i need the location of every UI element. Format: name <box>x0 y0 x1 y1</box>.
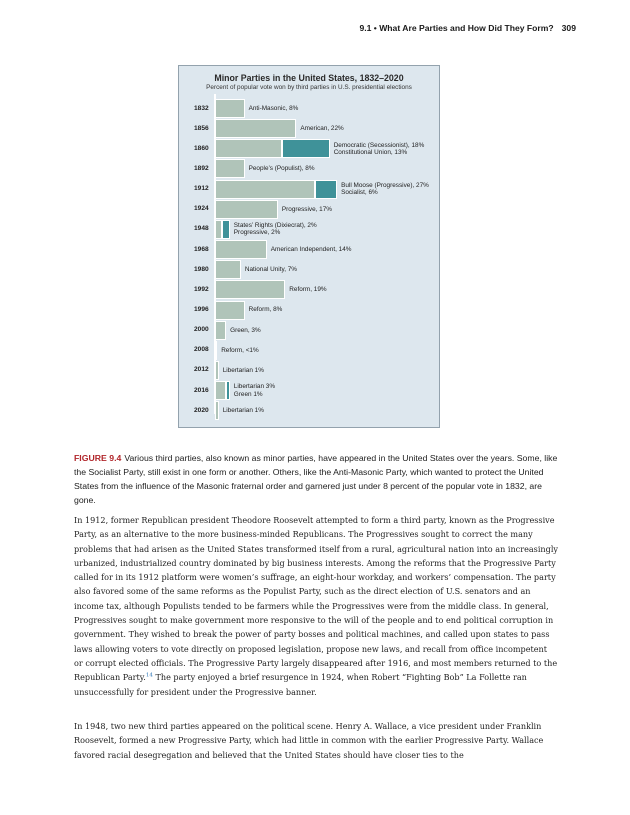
bar-label-1832: Anti-Masonic, 8% <box>248 104 299 112</box>
bar-label-1980: National Unity, 7% <box>244 266 297 274</box>
bar-2000-1 <box>215 321 226 340</box>
paragraph-1-text: In 1912, former Republican president Theodore Roosevelt attempted to form a third party, known as the Progressive Party, as an alternative to the more business-minded Republicans. The Progressives sought to correct the many problems that had arisen as the United States transformed itself from a rural, agricultural nation into an increasingly urbanized, industrialized country dominated by big business interests. Among the reforms that the Progressive Party called for in its 1912 platform were women’s suffrage, an eight-hour workday, and workers’ compensation. The party also favored some of the same reforms as the Populist Party, such as the direct election of U.S. senators and an income tax, although Populists tended to be farmers while the Progressives were from the middle class. In general, Progressives sought to make government more responsive to the will of the people and to end political corruption in government. They wished to break the power of party bosses and political machines, and called upon states to pass laws allowing voters to vote directly on proposed legislation, propose new laws, and recall from office incompetent or corrupt elected officials. The Progressive Party largely disappeared after 1916, and most members returned to the Republican Party. <box>74 515 558 683</box>
figure-label: FIGURE 9.4 <box>74 453 122 463</box>
paragraph-2-text: In 1948, two new third parties appeared on the political scene. Henry A. Wallace, a vice president under Franklin Roosevelt, formed a new Progressive Party, which had little in common with the earlier Progressive Party. Wallace favored racial desegregation and believed that the United States should have closer ties to the <box>74 721 544 760</box>
year-label-2020: 2020 <box>194 406 209 414</box>
year-label-2016: 2016 <box>194 386 209 394</box>
bar-1856-1 <box>215 119 296 138</box>
running-head <box>359 23 576 33</box>
bar-label-1892: People’s (Populist), 8% <box>248 165 315 173</box>
bar-label-1856: American, 22% <box>300 125 344 133</box>
bar-label-1912: Bull Moose (Progressive), 27% Socialist, 6% <box>341 181 429 197</box>
year-label-1832: 1832 <box>194 104 209 112</box>
bar-label-1948: States’ Rights (Dixiecrat), 2% Progressive, 2% <box>233 222 317 237</box>
year-label-2012: 2012 <box>194 366 209 374</box>
bar-1912-1 <box>215 180 315 199</box>
year-label-2000: 2000 <box>194 326 209 334</box>
figure-caption <box>74 451 558 507</box>
year-label-2008: 2008 <box>194 346 209 354</box>
bar-1992-1 <box>215 280 285 299</box>
body-paragraph-2 <box>74 719 558 762</box>
year-label-1992: 1992 <box>194 285 209 293</box>
paragraph-1-tail: The party enjoyed a brief resurgence in 1924, when Robert “Fighting Bob” La Follette ran unsuccessfully for president under the Progressive banner. <box>74 672 527 697</box>
minor-parties-chart <box>178 65 440 428</box>
page-number: 309 <box>561 23 576 33</box>
bar-label-2000: Green, 3% <box>230 326 261 334</box>
chart-title: Minor Parties in the United States, 1832–2020 <box>214 73 404 83</box>
bar-label-2012: Libertarian 1% <box>222 366 264 374</box>
year-label-1968: 1968 <box>194 245 209 253</box>
bar-1892-1 <box>215 159 245 178</box>
caption-text: Various third parties, also known as minor parties, have appeared in the United States over the years. Some, like the Socialist Party, still exist in one form or another. Others, like the Anti-Masonic Party, which wanted to protect the United States from the influence of the Masonic fraternal order and garnered just under 8 percent of the popular vote in 1832, are gone. <box>74 453 558 505</box>
year-label-1856: 1856 <box>194 124 209 132</box>
year-label-1996: 1996 <box>194 306 209 313</box>
bar-1912-2 <box>315 180 337 199</box>
bar-label-2008: Reform, <1% <box>221 346 259 354</box>
bar-1948-1 <box>215 220 222 239</box>
bar-1968-1 <box>215 240 267 259</box>
year-label-1892: 1892 <box>194 164 209 172</box>
bar-label-1996: Reform, 8% <box>248 306 283 314</box>
bar-1948-2 <box>222 220 229 239</box>
bar-1980-1 <box>215 260 241 279</box>
bar-1924-1 <box>215 200 278 219</box>
year-label-1924: 1924 <box>194 205 209 213</box>
bar-label-1860: Democratic (Secessionist), 18% Constitutional Union, 13% <box>333 141 425 156</box>
bar-1832-1 <box>215 99 245 118</box>
body-paragraph-1 <box>74 513 558 699</box>
bar-2016-1 <box>215 381 226 400</box>
year-label-1860: 1860 <box>194 144 209 152</box>
footnote-14-link[interactable]: 14 <box>145 672 153 679</box>
bar-label-1968: American Independent, 14% <box>270 245 352 253</box>
section-title: 9.1 • What Are Parties and How Did They Form? <box>359 23 554 33</box>
bar-label-1992: Reform, 19% <box>289 286 327 294</box>
bar-2016-2 <box>226 381 230 400</box>
bar-1996-1 <box>215 301 245 320</box>
bar-2012-1 <box>215 361 219 380</box>
bar-1860-1 <box>215 139 282 158</box>
bar-label-2020: Libertarian 1% <box>222 407 264 415</box>
year-label-1980: 1980 <box>194 265 209 273</box>
year-label-1912: 1912 <box>194 185 209 193</box>
bar-2020-1 <box>215 401 219 420</box>
bar-2008-1 <box>215 341 217 360</box>
chart-subtitle: Percent of popular vote won by third parties in U.S. presidential elections <box>206 84 412 91</box>
year-label-1948: 1948 <box>194 225 209 233</box>
bar-1860-2 <box>282 139 330 158</box>
bar-label-1924: Progressive, 17% <box>281 205 332 213</box>
bar-label-2016: Libertarian 3% Green 1% <box>233 383 276 398</box>
